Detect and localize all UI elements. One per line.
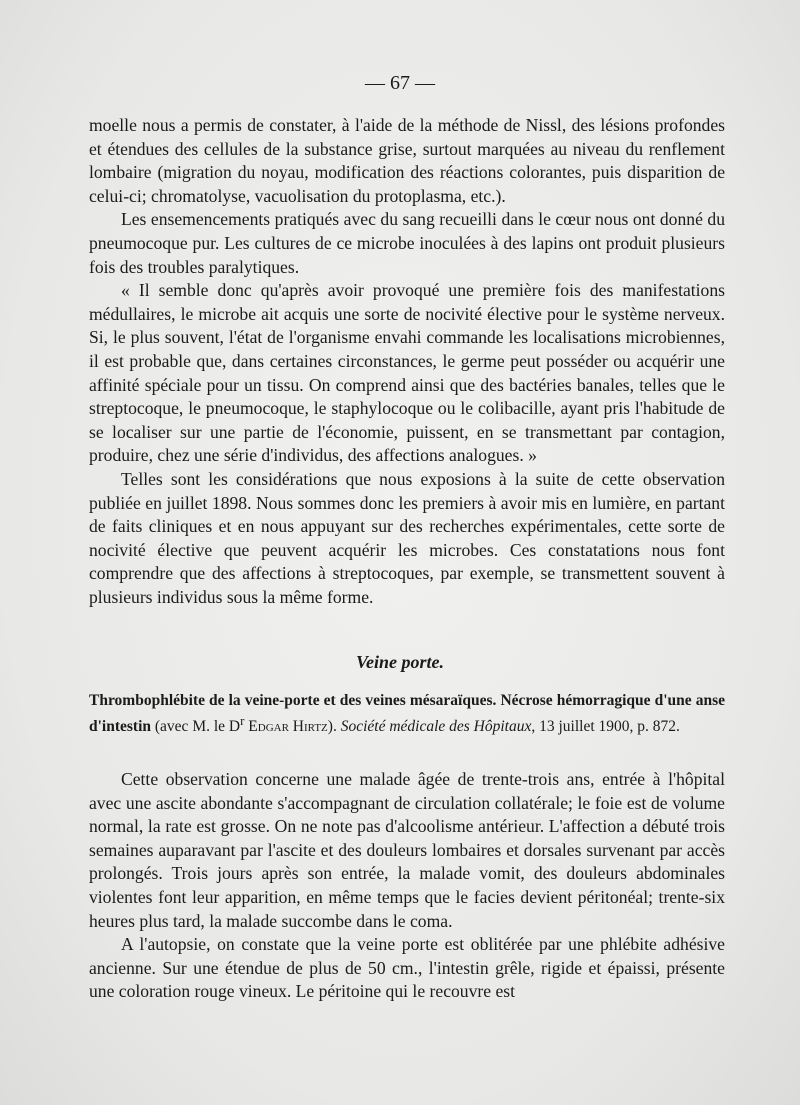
paragraph: moelle nous a permis de constater, à l'aide de la méthode de Nissl, des lésions profondes et étendues des cellules de la substance grise, surtout marquées au niveau du renflement lombaire (migration du noyau, modification des réactions colorantes, puis disparition de celui-ci; chromatolyse, vacuolisation du protoplasma, etc.).: [89, 115, 725, 206]
reference-date: , 13 juillet 1900, p. 872.: [531, 718, 680, 736]
reference-author: Edgar Hirtz: [248, 718, 328, 736]
paragraph: Les ensemencements pratiqués avec du sang recueilli dans le cœur nous ont donné du pneumocoque pur. Les cultures de ce microbe inoculées à des lapins ont produit plusieurs fois des troubles paralytiques.: [89, 209, 725, 277]
reference-journal: Société médicale des Hôpitaux: [340, 718, 532, 736]
paragraph: A l'autopsie, on constate que la veine porte est oblitérée par une phlébite adhésive ancienne. Sur une étendue de plus de 50 cm., l'intestin grêle, rigide et épaissi, présente une coloration rouge vineux. Le péritoine qui le recouvre est: [89, 934, 725, 1002]
page-number: — 67 —: [365, 72, 435, 94]
text-block-bottom: [89, 768, 725, 1004]
paragraph: Telles sont les considérations que nous exposions à la suite de cette observation publiée en juillet 1898. Nous sommes donc les premiers à avoir mis en lumière, en partant de faits cliniques et en nous appuyant sur des recherches expérimentales, cette sorte de nocivité élective que peuvent acquérir les microbes. Ces constatations nous font comprendre que des affections à streptocoques, par exemple, se transmettent souvent à plusieurs individus sous la même forme.: [89, 468, 725, 607]
paragraph: « Il semble donc qu'après avoir provoqué une première fois des manifestations médullaires, le microbe ait acquis une sorte de nocivité élective pour le système nerveux. Si, le plus souvent, l'état de l'organisme envahi commande les localisations microbiennes, il est probable que, dans certaines circonstances, le germe peut posséder ou acquérir une affinité spéciale pour un tissu. On comprend ainsi que des bactéries banales, telles que le streptocoque, le pneumocoque, le staphylocoque ou le colibacille, ayant pris l'habitude de se localiser sur une partie de l'économie, puissent, en se transmettant par contagion, produire, chez une série d'individus, des affections analogues. »: [89, 280, 725, 466]
section-title: Veine porte.: [356, 652, 444, 672]
reference-after-author: ).: [327, 718, 337, 736]
paragraph: Cette observation concerne une malade âgée de trente-trois ans, entrée à l'hôpital avec une ascite abondante s'accompagnant de circulation collatérale; le foie est de volume normal, la rate est grosse. On ne note pas d'alcoolisme antérieur. L'affection a débuté trois semaines auparavant par l'ascite et des douleurs lombaires et dorsales survenant par accès prolongés. Trois jours après son entrée, la malade vomit, des douleurs abdominales violentes font leur apparition, en même temps que le facies devient péritonéal; trente-six heures plus tard, la malade succombe dans le coma.: [89, 769, 725, 931]
reference-dr-sup: r: [240, 713, 245, 728]
bibliographic-reference: [89, 691, 725, 737]
reference-with: (avec M. le D: [154, 718, 241, 736]
text-block-top: [89, 114, 725, 609]
reference-title: Thrombophlébite de la veine-porte et des veines mésaraïques. Nécrose hémorragique d'une anse d'intestin: [89, 692, 725, 736]
